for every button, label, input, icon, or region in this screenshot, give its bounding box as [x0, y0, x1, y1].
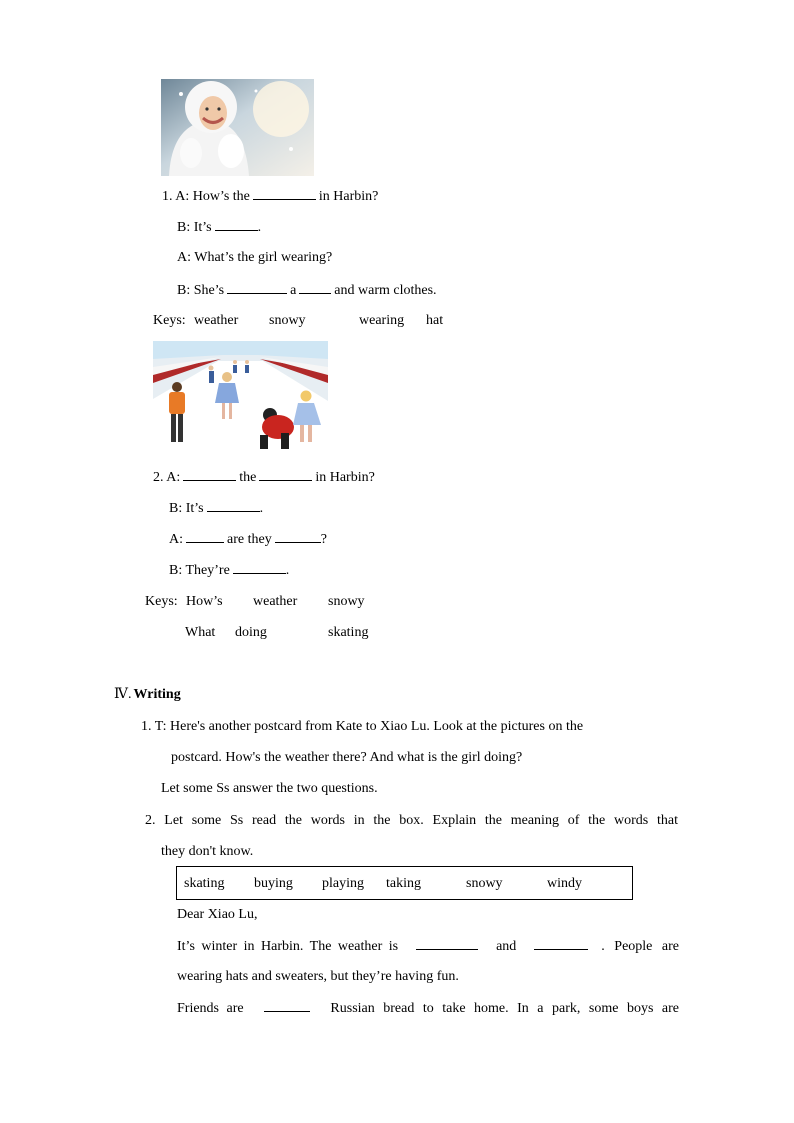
ex2-key: skating — [328, 625, 369, 640]
ice-skating-picture — [153, 341, 328, 455]
letter-greeting: Dear Xiao Lu, — [177, 907, 258, 922]
ex1-blank-wearing[interactable] — [227, 281, 287, 294]
step-2-line-1: 2. Let some Ss read the words in the box. Explain the meaning of the words that — [145, 813, 678, 828]
ex1-blank-snowy[interactable] — [215, 218, 258, 231]
ex1-line-1: 1. A: How’s the in Harbin? — [162, 189, 379, 204]
letter-line-3: Friends are Russian bread to take home. In a park, some boys are — [177, 1001, 679, 1016]
ex2-line-2: B: It’s . — [169, 501, 264, 516]
ice-skating-illustration — [153, 341, 328, 455]
winter-girl-picture — [161, 79, 314, 176]
ex1-key: weather — [194, 313, 239, 328]
ex2-keys-row-1 — [145, 593, 385, 611]
word-box-item: skating — [184, 876, 225, 891]
word-box-item: snowy — [466, 876, 503, 891]
ex2-blank-skating[interactable] — [233, 561, 286, 574]
word-box-item: windy — [547, 876, 582, 891]
ex2-blank-weather[interactable] — [259, 468, 312, 481]
letter-blank-3[interactable] — [264, 999, 310, 1012]
winter-girl-illustration — [161, 79, 314, 176]
section-numeral: Ⅳ. — [114, 687, 132, 702]
ex1-line-2: B: It’s . — [177, 220, 262, 235]
step-2-line-2: they don't know. — [161, 844, 254, 859]
ex2-line-1: 2. A: the in Harbin? — [153, 470, 375, 485]
ex1-blank-hat[interactable] — [299, 281, 331, 294]
ex1-line-4: B: She’s a and warm clothes. — [177, 283, 437, 298]
ex2-line-3: A: are they ? — [169, 532, 327, 547]
ex2-key: weather — [253, 594, 298, 609]
ex2-blank-hows[interactable] — [183, 468, 236, 481]
step-1-line-1: 1. T: Here's another postcard from Kate to Xiao Lu. Look at the pictures on the — [141, 719, 584, 734]
section-title: Writing — [133, 687, 181, 702]
letter-blank-2[interactable] — [534, 937, 588, 950]
section-heading — [114, 686, 181, 704]
ex1-keys — [153, 312, 473, 330]
ex2-keys-label: Keys: — [145, 594, 178, 609]
letter-line-2: wearing hats and sweaters, but they’re having fun. — [177, 969, 459, 984]
step-1-line-2: postcard. How's the weather there? And what is the girl doing? — [171, 750, 523, 765]
ex1-key: wearing — [359, 313, 405, 328]
ex1-line-3: A: What’s the girl wearing? — [177, 250, 333, 265]
ex1-blank-weather[interactable] — [253, 187, 316, 200]
letter-blank-1[interactable] — [416, 937, 478, 950]
letter-line-1: It’s winter in Harbin. The weather is and . People are — [177, 939, 679, 954]
ex2-blank-snowy[interactable] — [207, 499, 260, 512]
ex1-key: hat — [426, 313, 444, 328]
ex2-key: What — [185, 625, 216, 640]
word-box-item: taking — [386, 876, 421, 891]
word-box-item: buying — [254, 876, 293, 891]
step-1-line-3: Let some Ss answer the two questions. — [161, 781, 378, 796]
ex2-keys-row-2 — [145, 624, 385, 642]
word-box — [176, 866, 633, 900]
ex2-blank-doing[interactable] — [275, 530, 321, 543]
ex2-key: snowy — [328, 594, 365, 609]
ex2-blank-what[interactable] — [186, 530, 224, 543]
ex1-key: snowy — [269, 313, 306, 328]
ex2-key: How’s — [186, 594, 223, 609]
ex1-keys-label: Keys: — [153, 313, 186, 328]
ex2-key: doing — [235, 625, 267, 640]
word-box-item: playing — [322, 876, 364, 891]
ex2-line-4: B: They’re . — [169, 563, 290, 578]
